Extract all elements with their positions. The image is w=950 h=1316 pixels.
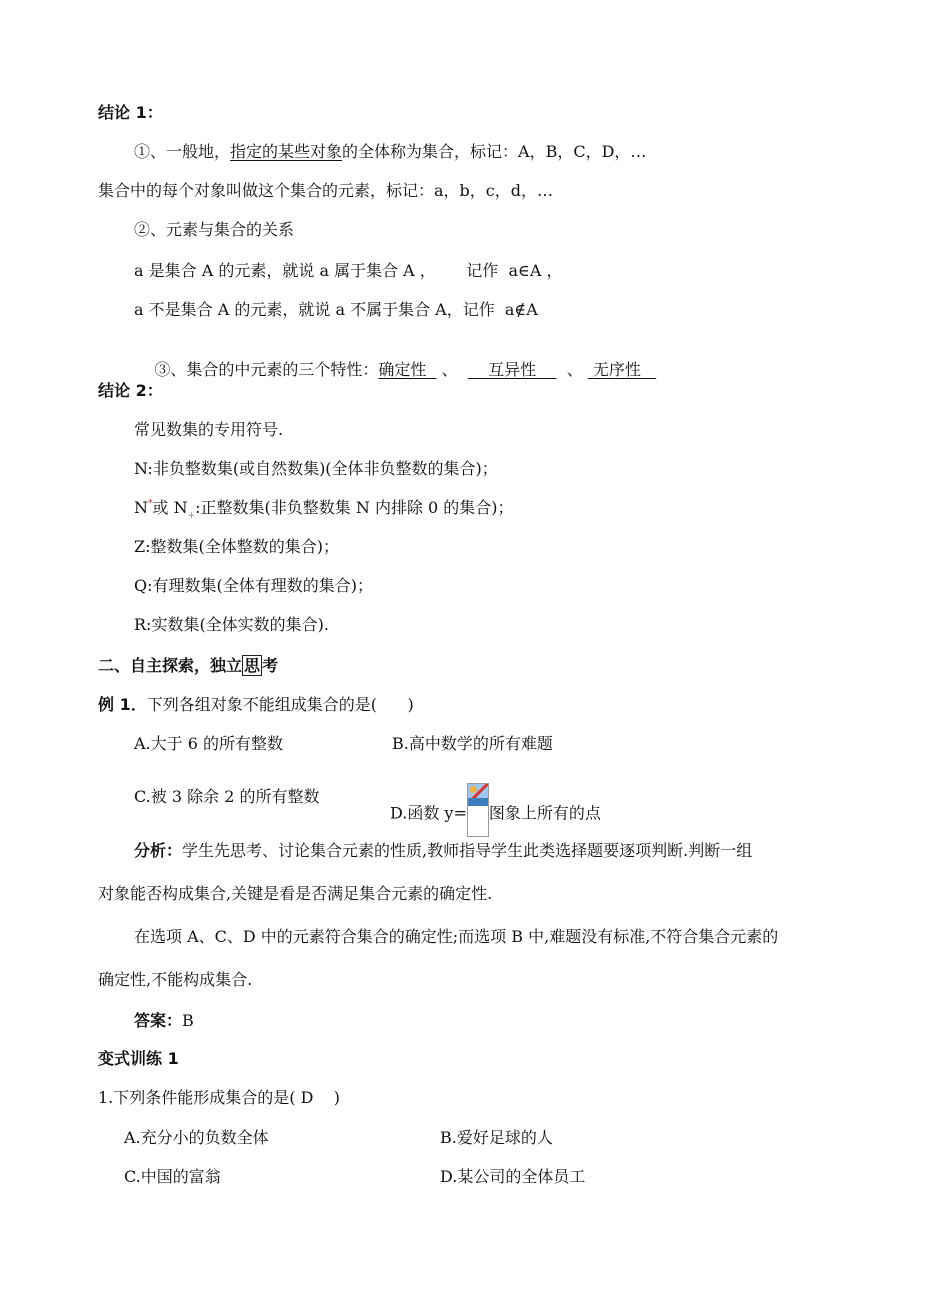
relation-heading: ②、元素与集合的关系	[134, 220, 295, 239]
example1-question-text: 下列各组对象不能组成集合的是( )	[146, 695, 414, 714]
nstar-letter: N	[134, 498, 148, 517]
integers-line: Z:整数集(全体整数的集合)；	[134, 537, 339, 556]
answer-label: 答案：	[134, 1011, 183, 1030]
analysis-line-3: 在选项 A、C、D 中的元素符合集合的确定性;而选项 B 中,难题没有标准,不符合集合元素的	[134, 927, 779, 946]
definition-paragraph	[134, 142, 646, 162]
example1-question	[98, 695, 414, 715]
not-belongs-statement: a 不是集合 A 的元素，就说 a 不属于集合 A，记作 a∉A	[134, 300, 538, 319]
analysis-line-2: 对象能否构成集合,关键是看是否满足集合元素的确定性.	[98, 884, 493, 903]
variant1-option-a: A.充分小的负数全体	[124, 1128, 269, 1147]
conclusion1-heading: 结论 1：	[98, 103, 163, 122]
example1-option-b: B.高中数学的所有难题	[392, 734, 553, 753]
broken-image-icon	[467, 783, 489, 837]
natural-numbers-line: N:非负整数集(或自然数集)(全体非负整数的集合)；	[134, 459, 498, 478]
answer-value: B	[182, 1011, 194, 1030]
positive-integers-desc: :正整数集(非负整数集 N 内排除 0 的集合)；	[195, 498, 514, 517]
definition-pre: ①、一般地，	[134, 142, 231, 161]
nstar-superscript: *	[148, 499, 153, 509]
definition-post: 的全体称为集合，标记：A，B，C，D，…	[342, 142, 647, 161]
analysis-line-4: 确定性,不能构成集合.	[98, 970, 253, 989]
analysis-label: 分析：	[134, 841, 183, 860]
properties-line	[134, 340, 656, 400]
properties-sep-2: 、	[566, 360, 583, 379]
analysis-line-1: 分析：学生先思考、讨论集合元素的性质,教师指导学生此类选择题要逐项判断.判断一组	[134, 841, 753, 860]
property-determinacy: 确定性	[378, 360, 437, 379]
variant1-heading: 变式训练 1	[98, 1049, 179, 1068]
properties-sep-1: 、	[436, 360, 458, 379]
variant1-option-b: B.爱好足球的人	[440, 1128, 553, 1147]
definition-underlined-term: 指定的某些对象	[230, 142, 343, 161]
element-definition: 集合中的每个对象叫做这个集合的元素，标记：a，b，c，d，…	[98, 181, 553, 200]
variant1-question: 1.下列条件能形成集合的是( D )	[98, 1088, 341, 1107]
number-sets-intro: 常见数集的专用符号.	[134, 420, 284, 439]
belongs-statement: a 是集合 A 的元素，就说 a 属于集合 A ， 记作 a∈A ，	[134, 261, 563, 280]
variant1-option-c: C.中国的富翁	[124, 1167, 221, 1186]
conclusion2-heading: 结论 2：	[98, 381, 163, 400]
nstar-or: 或 N	[152, 498, 188, 517]
reals-line: R:实数集(全体实数的集合).	[134, 615, 330, 634]
nplus-subscript: +	[187, 511, 196, 521]
answer-line	[134, 1011, 194, 1031]
example1-option-c: C.被 3 除余 2 的所有整数	[134, 787, 320, 806]
section2-heading: 二、自主探索，独立 思 考	[98, 656, 279, 675]
positive-integers-line	[134, 498, 514, 521]
property-unorderedness: 无序性	[587, 360, 657, 379]
variant1-option-d: D.某公司的全体员工	[440, 1167, 586, 1186]
rationals-line: Q:有理数集(全体有理数的集合)；	[134, 576, 373, 595]
properties-pre: ③、集合的中元素的三个特性：	[154, 360, 379, 379]
property-distinctness: 互异性	[467, 360, 557, 379]
example1-label: 例 1．	[98, 695, 147, 714]
boxed-character: 思	[244, 656, 261, 675]
example1-option-a: A.大于 6 的所有整数	[134, 734, 283, 753]
example1-option-d: D.函数 y= 图象上所有的点	[390, 787, 601, 841]
